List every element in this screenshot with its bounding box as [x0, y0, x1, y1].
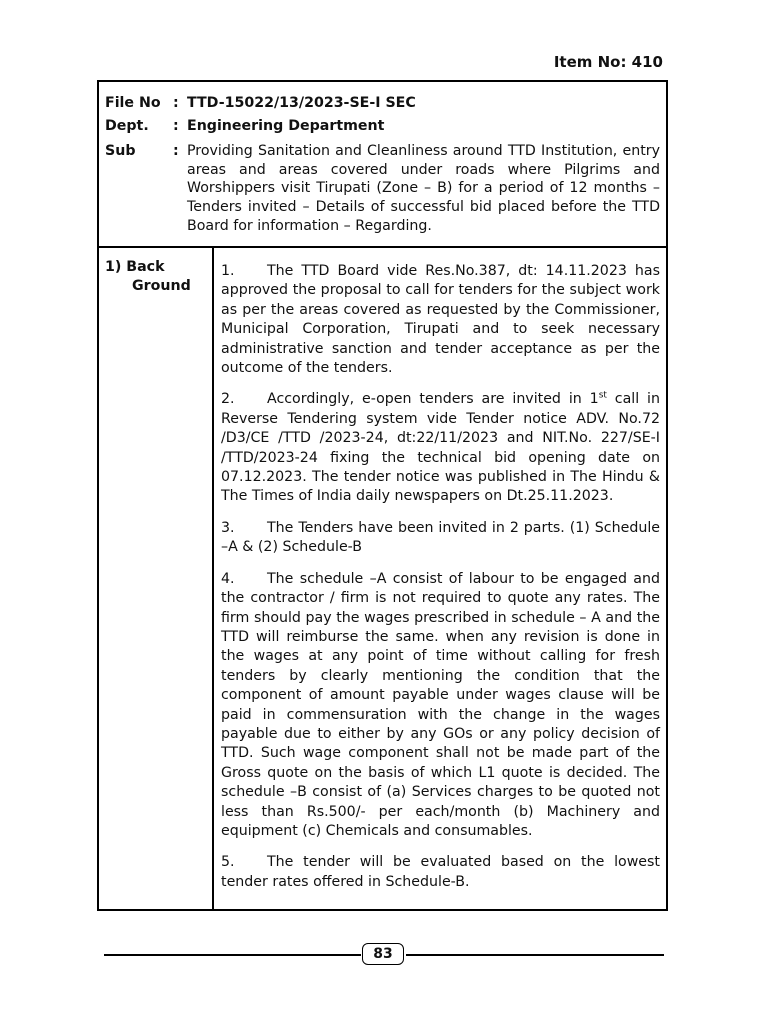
- paragraph-text: The TTD Board vide Res.No.387, dt: 14.11.2023 has approved the proposal to call for tenders for the subject work as per the areas covered as requested by the Commissioner, Municipal Corporation, Tirupati and to seek necessary administrative sanction and tender acceptance as per the outcome of the tenders.: [221, 263, 660, 377]
- file-no-label: File No: [105, 95, 161, 111]
- section-title-line1: 1) Back: [105, 259, 165, 275]
- item-number: Item No: 410: [553, 53, 663, 71]
- paragraph-number: 1.: [221, 263, 235, 279]
- dept-label: Dept.: [105, 117, 149, 134]
- paragraph-text: The schedule –A consist of labour to be engaged and the contractor / firm is not required to quote any rates. The firm should pay the wages prescribed in schedule – A and the TTD will reimburse the same. when any revision is done in the wages at any point of time without calling for fresh tenders by clearly mentioning the condition that the component of amount payable under wages clause will be paid in commensuration with the change in the wages payable due to either by any GOs or any policy decision of TTD. Such wage component shall not be made part of the Gross quote on the basis of which L1 quote is decided. The schedule –B consist of (a) Services charges to be quoted not less than Rs.500/- per each/month (b) Machinery and equipment (c) Chemicals and consumables.: [221, 570, 660, 839]
- footer-rule-left: [104, 954, 361, 956]
- paragraph-1: [221, 262, 660, 378]
- paragraph-number: 3.: [221, 519, 235, 536]
- footer-rule-right: [406, 954, 664, 956]
- paragraph-2: [221, 390, 660, 506]
- paragraph-text: The tender will be evaluated based on the lowest tender rates offered in Schedule-B.: [221, 854, 660, 890]
- subject-value: Providing Sanitation and Cleanliness around TTD Institution, entry areas and areas covered under roads where Pilgrims and Worshippers visit Tirupati (Zone – B) for a period of 12 months – Tenders invited – Details of successful bid placed before the TTD Board for information – Regarding.: [187, 143, 660, 234]
- dept-value: Engineering Department: [187, 117, 385, 134]
- subject-label: Sub: [105, 143, 136, 160]
- subject-row: [105, 142, 660, 235]
- subject-colon: :: [173, 143, 179, 160]
- section-title: [99, 248, 214, 909]
- paragraph-3: [221, 519, 660, 558]
- document-table: [97, 80, 668, 911]
- paragraph-text-part1: Accordingly, e-open tenders are invited in 1: [267, 391, 599, 408]
- file-no-colon: :: [173, 95, 179, 111]
- paragraph-text: The Tenders have been invited in 2 parts. (1) Schedule –A & (2) Schedule-B: [221, 519, 660, 556]
- section-background: [99, 248, 666, 909]
- paragraph-5: [221, 853, 660, 892]
- page-number: 83: [362, 943, 404, 965]
- paragraph-number: 5.: [221, 854, 235, 871]
- paragraph-4: [221, 570, 660, 842]
- file-header: [99, 82, 666, 248]
- paragraph-number: 4.: [221, 570, 235, 587]
- page-footer: [104, 943, 664, 967]
- dept-colon: :: [173, 117, 179, 134]
- paragraph-number: 2.: [221, 391, 235, 408]
- section-title-line2: Ground: [132, 278, 191, 294]
- section-content: [214, 248, 666, 909]
- paragraph-text-part2: call in Reverse Tendering system vide Tender notice ADV. No.72 /D3/CE /TTD /2023-24, dt:22/11/2023 and NIT.No. 227/SE-I /TTD/2023-24 fixing the technical bid opening date on 07.12.2023. The tender notice was published in The Hindu & The Times of India daily newspapers on Dt.25.11.2023.: [221, 391, 660, 505]
- ordinal-superscript: st: [598, 390, 607, 401]
- file-no-row: [105, 94, 660, 113]
- dept-row: [105, 117, 660, 136]
- file-no-value: TTD-15022/13/2023-SE-I SEC: [187, 95, 416, 111]
